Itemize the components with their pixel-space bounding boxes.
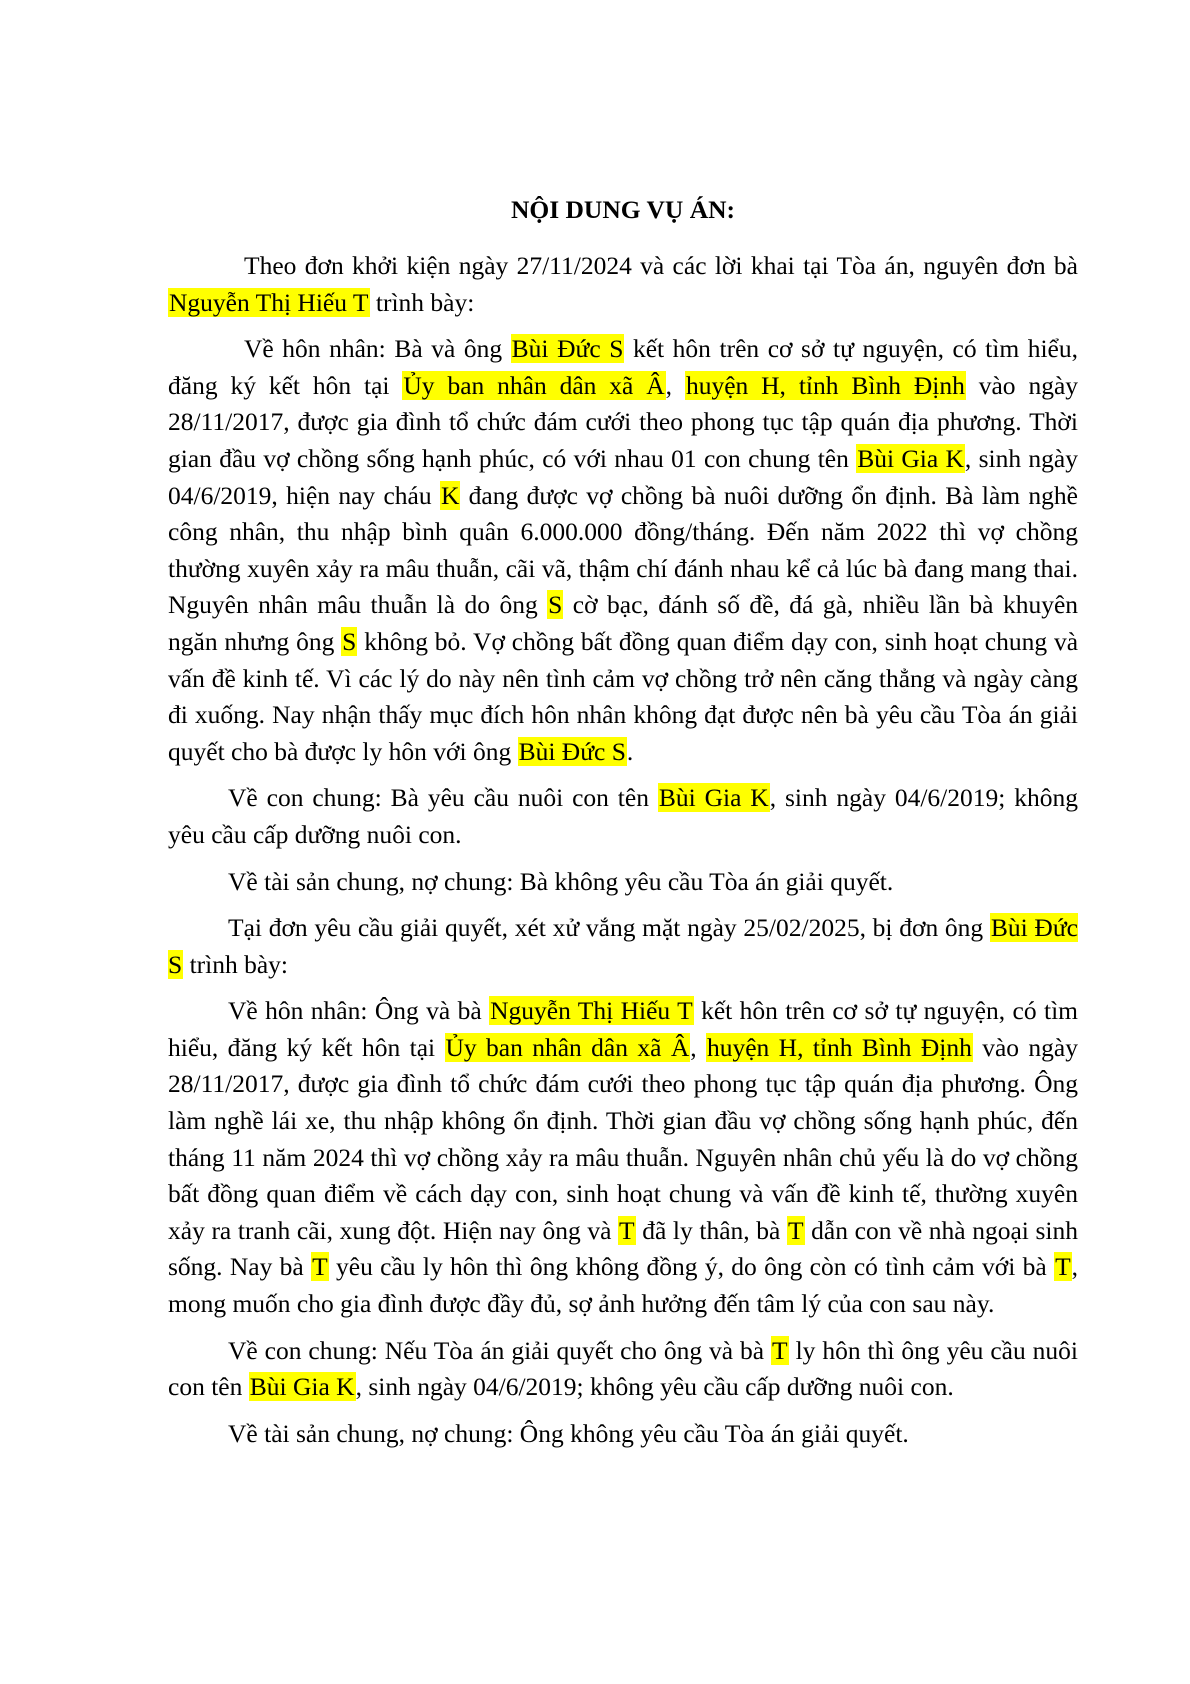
highlighted-name: Bùi Đức S xyxy=(518,736,626,766)
highlighted-name: Bùi Gia K xyxy=(249,1372,355,1402)
paragraph-text: không bỏ. Vợ chồng bất đồng quan điểm dạy con, sinh hoạt chung và vấn đề kinh tế. Vì các lý do này nên tình cảm vợ chồng trở nên căng thẳng và ngày càng đi xuống. Nay nhận thấy mục đích hôn nhân không đạt được nên bà yêu cầu Tòa án giải quyết cho bà được ly hôn với ông xyxy=(168,626,1079,766)
paragraph-text: đã ly thân, bà xyxy=(635,1215,787,1245)
highlighted-name: S xyxy=(548,590,563,620)
highlighted-name: K xyxy=(440,480,460,510)
paragraph-text: Về tài sản chung, nợ chung: Ông không yêu cầu Tòa án giải quyết. xyxy=(228,1418,909,1448)
paragraph-text: đang được vợ chồng bà nuôi dưỡng ổn định. Bà làm nghề công nhân, thu nhập bình quân 6.000.000 đồng/tháng. Đến năm 2022 thì vợ chồng thường xuyên xảy ra mâu thuẫn, cãi vã, thậm chí đánh nhau kể cả lúc bà đang mang thai. Nguyên nhân mâu thuẫn là do ông xyxy=(168,480,1078,620)
highlighted-name: T xyxy=(619,1215,635,1245)
paragraph-text: vào ngày 28/11/2017, được gia đình tổ chức đám cưới theo phong tục tập quán địa phương. Ông làm nghề lái xe, thu nhập không ổn định. Thời gian đầu vợ chồng sống hạnh phúc, đến tháng 11 năm 2024 thì vợ chồng xảy ra mâu thuẫn. Nguyên nhân chủ yếu là do vợ chồng bất đồng quan điểm về cách dạy con, sinh hoạt chung và vấn đề kinh tế, thường xuyên xảy ra tranh cãi, xung đột. Hiện nay ông và xyxy=(168,1032,1078,1245)
paragraph-text: , sinh ngày 04/6/2019; không yêu cầu cấp dưỡng nuôi con. xyxy=(355,1372,954,1402)
highlighted-name: Bùi Gia K xyxy=(857,443,964,473)
highlighted-name: Ủy ban nhân dân xã Â xyxy=(403,370,665,400)
paragraph-text: cờ bạc, đánh số đề, đá gà, nhiều lần bà khuyên ngăn nhưng ông xyxy=(168,590,1079,656)
paragraph-text: , sinh ngày 04/6/2019, hiện nay cháu xyxy=(168,443,1078,510)
paragraph-text: yêu cầu ly hôn thì ông không đồng ý, do ông còn có tình cảm với bà xyxy=(328,1252,1055,1282)
highlighted-name: Bùi Đức S xyxy=(511,334,624,364)
paragraph-text: Tại đơn yêu cầu giải quyết, xét xử vắng mặt ngày 25/02/2025, bị đơn ông xyxy=(228,913,990,943)
highlighted-name: Bùi Gia K xyxy=(658,783,769,813)
paragraph-text: Về con chung: Nếu Tòa án giải quyết cho ông và bà xyxy=(228,1335,772,1365)
paragraph-p3 xyxy=(168,780,1078,853)
paragraph-p7 xyxy=(168,1333,1078,1406)
highlighted-name: S xyxy=(342,626,357,656)
document-body xyxy=(168,192,1078,1462)
section-title: NỘI DUNG VỤ ÁN: xyxy=(510,195,736,224)
highlighted-name: Bùi Đức S xyxy=(168,913,1078,979)
highlighted-name: Nguyễn Thị Hiếu T xyxy=(169,287,369,317)
paragraph-text: Theo đơn khởi kiện ngày 27/11/2024 và các lời khai tại Tòa án, nguyên đơn bà xyxy=(244,251,1078,280)
highlighted-name: Nguyễn Thị Hiếu T xyxy=(490,996,693,1026)
paragraph-p6 xyxy=(168,993,1078,1322)
paragraph-text: Về tài sản chung, nợ chung: Bà không yêu cầu Tòa án giải quyết. xyxy=(228,866,894,896)
paragraph-p4 xyxy=(168,864,1078,901)
paragraph-text: , mong muốn cho gia đình được đầy đủ, sợ ảnh hưởng đến tâm lý của con sau này. xyxy=(168,1252,1079,1319)
paragraph-text: vào ngày 28/11/2017, được gia đình tổ chức đám cưới theo phong tục tập quán địa phương. Thời gian đầu vợ chồng sống hạnh phúc, có với nhau 01 con chung tên xyxy=(168,370,1079,473)
highlighted-name: Ủy ban nhân dân xã Â xyxy=(445,1032,690,1062)
paragraph-text: kết hôn trên cơ sở tự nguyện, có tìm hiểu, đăng ký kết hôn tại xyxy=(168,996,1078,1062)
paragraph-text: trình bày: xyxy=(183,949,289,979)
paragraph-text: Về hôn nhân: Bà và ông xyxy=(244,334,511,364)
highlighted-name: T xyxy=(312,1252,328,1282)
paragraph-p5 xyxy=(168,910,1078,983)
paragraph-p2 xyxy=(168,331,1078,770)
paragraph-p8 xyxy=(168,1416,1078,1453)
highlighted-name: T xyxy=(1055,1252,1071,1282)
paragraph-text: ly hôn thì ông yêu cầu nuôi con tên xyxy=(168,1335,1078,1402)
paragraph-text: Về con chung: Bà yêu cầu nuôi con tên xyxy=(228,783,658,813)
paragraph-text: Về hôn nhân: Ông và bà xyxy=(228,996,490,1026)
highlighted-name: T xyxy=(787,1215,804,1245)
paragraph-text: , xyxy=(690,1032,706,1062)
paragraph-p1 xyxy=(168,248,1078,321)
highlighted-name: huyện H, tỉnh Bình Định xyxy=(706,1032,972,1062)
highlighted-name: huyện H, tỉnh Bình Định xyxy=(685,370,965,400)
paragraph-text: , xyxy=(665,370,685,400)
paragraph-text: . xyxy=(626,736,634,766)
paragraph-text: kết hôn trên cơ sở tự nguyện, có tìm hiểu, đăng ký kết hôn tại xyxy=(168,334,1078,400)
paragraph-list xyxy=(168,248,1078,1452)
paragraph-text: dẫn con về nhà ngoại sinh sống. Nay bà xyxy=(168,1215,1078,1282)
paragraph-text: , sinh ngày 04/6/2019; không yêu cầu cấp dưỡng nuôi con. xyxy=(168,783,1078,849)
paragraph-text: trình bày: xyxy=(369,287,475,317)
highlighted-name: T xyxy=(772,1335,788,1365)
